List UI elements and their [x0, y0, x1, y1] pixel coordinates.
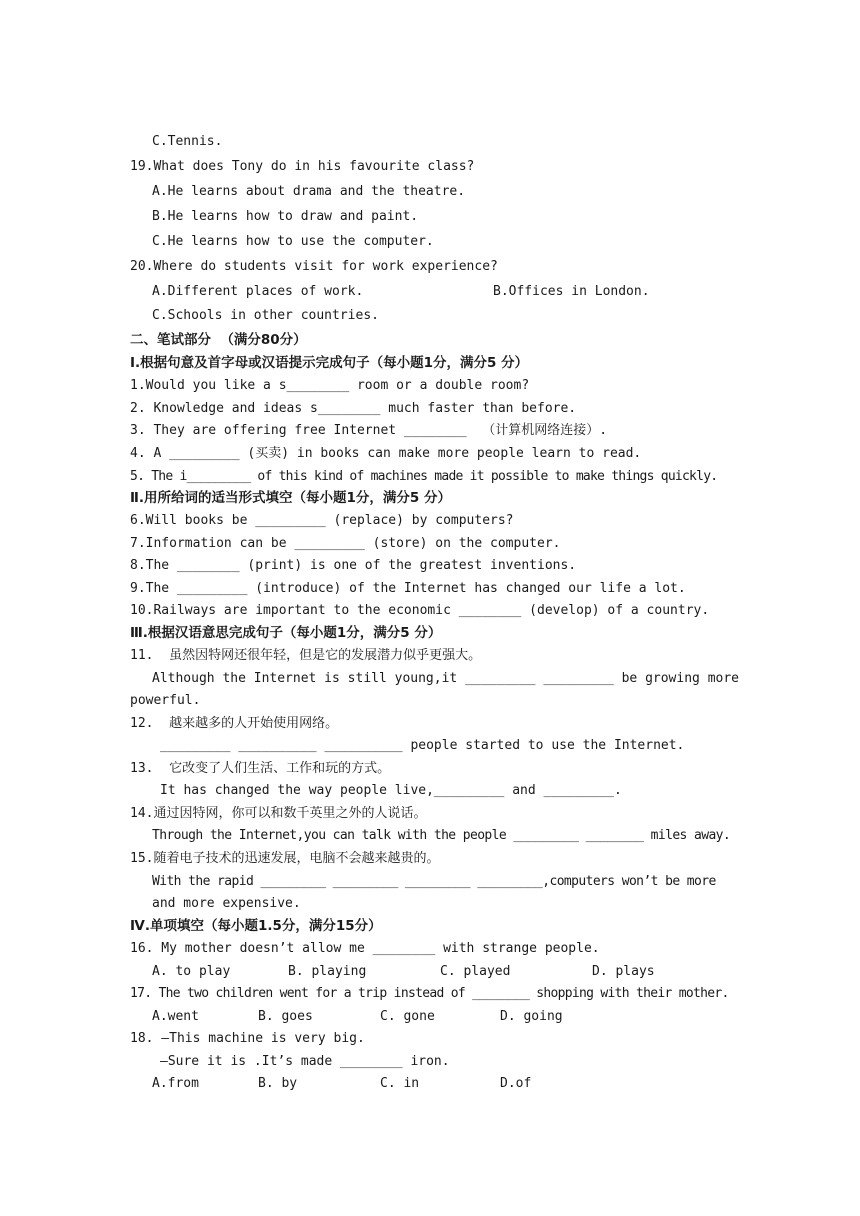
question-14-english: Through the Internet,you can talk with the people _________ ________ miles away.: [152, 828, 731, 843]
question-17-option-a: A.went: [152, 1009, 199, 1024]
question-5: 5. The i_________ of this kind of machines made it possible to make things quickly.: [130, 469, 718, 484]
q19-option-c: C.He learns how to use the computer.: [152, 234, 434, 249]
question-8: 8.The ________ (print) is one of the greatest inventions.: [130, 558, 577, 573]
question-16-option-c: C. played: [440, 964, 511, 979]
question-18-stem-line-1: 18. —This machine is very big.: [130, 1031, 365, 1046]
question-18-stem-line-2: —Sure it is .It’s made ________ iron.: [160, 1054, 450, 1069]
question-11-chinese: 11. 虽然因特网还很年轻，但是它的发展潜力似乎更强大。: [130, 648, 482, 663]
question-9: 9.The _________ (introduce) of the Internet has changed our life a lot.: [130, 581, 686, 596]
question-14-chinese: 14.通过因特网，你可以和数千英里之外的人说话。: [130, 806, 427, 821]
question-17-option-b: B. goes: [258, 1009, 313, 1024]
question-11-english-cont: powerful.: [130, 693, 201, 708]
question-18-option-c: C. in: [380, 1076, 420, 1091]
question-18-option-a: A.from: [152, 1076, 199, 1091]
question-15-english-cont: and more expensive.: [152, 896, 301, 911]
question-2: 2. Knowledge and ideas s________ much faster than before.: [130, 401, 577, 416]
question-16-option-d: D. plays: [592, 964, 655, 979]
q20-option-b: B.Offices in London.: [493, 284, 650, 299]
question-15-english: With the rapid _________ _________ _________ _________,computers won’t be more: [152, 874, 716, 889]
question-13-chinese: 13. 它改变了人们生活、工作和玩的方式。: [130, 761, 391, 776]
question-6: 6.Will books be _________ (replace) by computers?: [130, 513, 514, 528]
question-17-stem: 17. The two children went for a trip instead of ________ shopping with their mother.: [130, 986, 729, 1001]
q20-stem: 20.Where do students visit for work experience?: [130, 259, 498, 274]
q19-option-a: A.He learns about drama and the theatre.: [152, 184, 466, 199]
question-12-english: _________ __________ __________ people started to use the Internet.: [160, 738, 685, 753]
question-16-option-b: B. playing: [288, 964, 367, 979]
question-7: 7.Information can be _________ (store) on the computer.: [130, 536, 561, 551]
question-11-english: Although the Internet is still young,it _________ _________ be growing more: [152, 671, 739, 686]
question-12-chinese: 12. 越来越多的人开始使用网络。: [130, 716, 339, 731]
question-17-option-c: C. gone: [380, 1009, 435, 1024]
section-3-title: Ⅲ.根据汉语意思完成句子（每小题1分，满分5 分）: [130, 625, 442, 641]
written-part-header: 二、笔试部分 （满分80分）: [130, 332, 307, 348]
section-2-title: Ⅱ.用所给词的适当形式填空（每小题1分，满分5 分）: [130, 490, 452, 506]
question-18-option-d: D.of: [500, 1076, 532, 1091]
question-16-stem: 16. My mother doesn’t allow me ________ with strange people.: [130, 941, 600, 956]
question-16-option-a: A. to play: [152, 964, 231, 979]
q19-stem: 19.What does Tony do in his favourite class?: [130, 159, 475, 174]
question-17-option-d: D. going: [500, 1009, 563, 1024]
question-18-option-b: B. by: [258, 1076, 298, 1091]
q20-option-a: A.Different places of work.: [152, 284, 364, 299]
question-10: 10.Railways are important to the economic ________ (develop) of a country.: [130, 603, 710, 618]
question-1: 1.Would you like a s________ room or a double room?: [130, 378, 530, 393]
section-4-title: Ⅳ.单项填空（每小题1.5分，满分15分）: [130, 918, 382, 934]
q18-option-c: C.Tennis.: [152, 134, 223, 149]
question-13-english: It has changed the way people live,_________ and _________.: [160, 783, 622, 798]
question-4: 4. A _________ (买卖) in books can make more people learn to read.: [130, 446, 642, 461]
section-1-title: Ⅰ.根据句意及首字母或汉语提示完成句子（每小题1分，满分5 分）: [130, 355, 529, 371]
question-15-chinese: 15.随着电子技术的迅速发展，电脑不会越来越贵的。: [130, 851, 440, 866]
q19-option-b: B.He learns how to draw and paint.: [152, 209, 419, 224]
q20-option-c: C.Schools in other countries.: [152, 308, 379, 323]
question-3: 3. They are offering free Internet ________ （计算机网络连接）.: [130, 423, 608, 438]
